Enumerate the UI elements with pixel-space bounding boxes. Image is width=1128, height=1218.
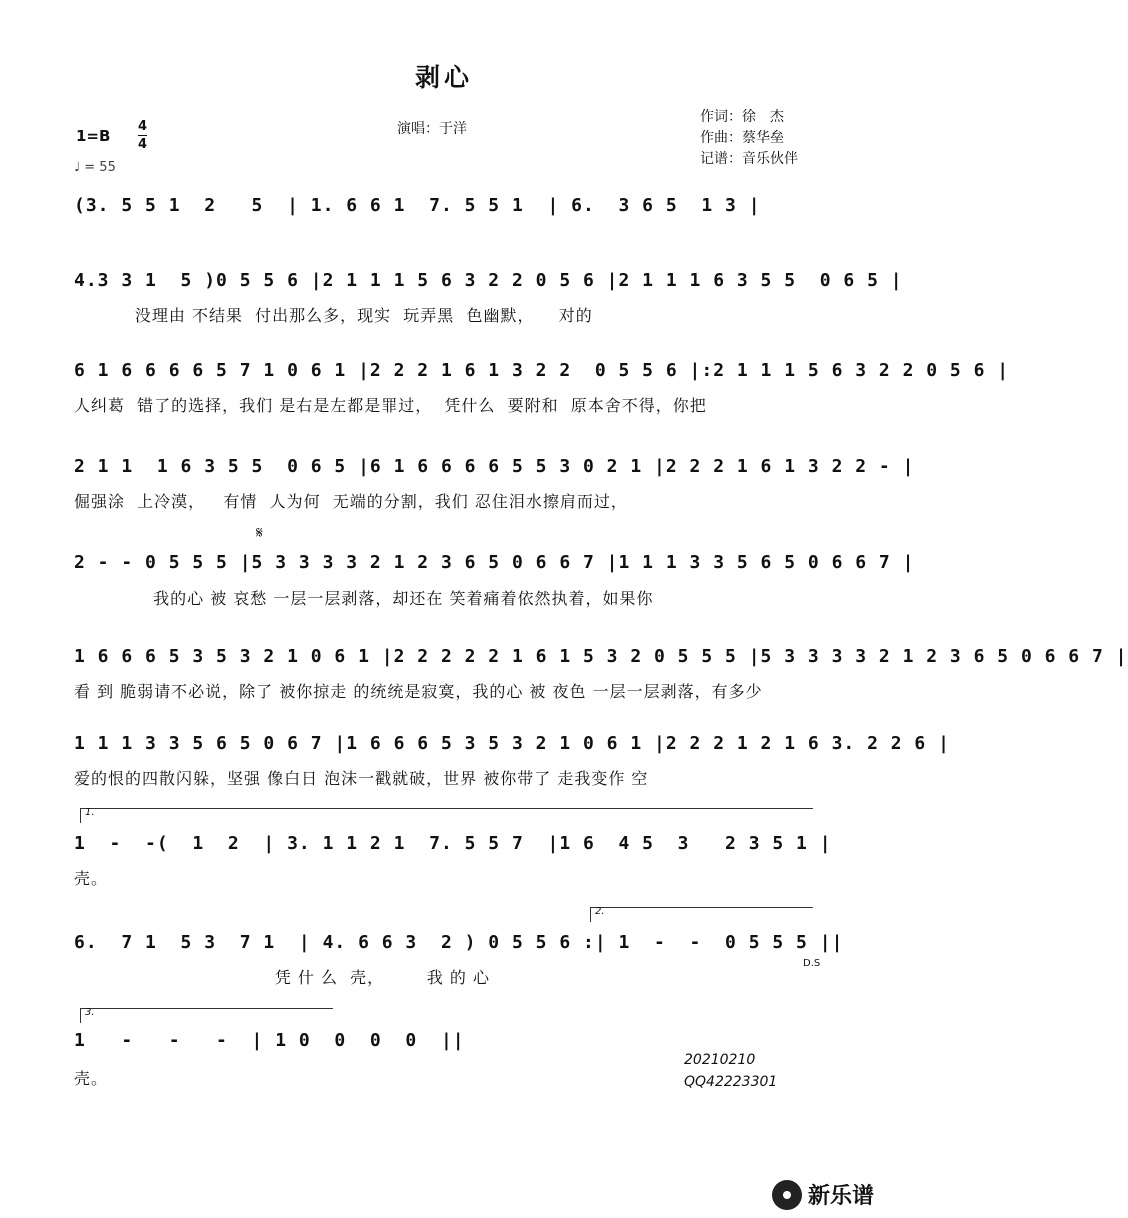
lyrics-row-3: 人纠葛 错了的选择，我们 是右是左都是罪过， 凭什么 要附和 原本舍不得，你把 (74, 396, 707, 415)
lyrics-row-4: 倔强涂 上冷漠， 有情 人为何 无端的分割，我们 忍住泪水擦肩而过， (74, 492, 628, 511)
composer: 作曲：蔡华垒 (700, 130, 784, 146)
notes-row-3: 6 1 6 6 6 6 5 7 1 0 6 1 |2 2 2 1 6 1 3 2 2 0 5 5 6 |:2 1 1 1 5 6 3 2 2 0 5 6 | (74, 360, 1010, 381)
notes-row-10: 1 - - - | 1 0 0 0 0 || (74, 1030, 465, 1051)
brand-name: 新乐谱 (807, 1184, 874, 1209)
date-stamp: 20210210 (684, 1052, 756, 1068)
time-signature (138, 118, 147, 153)
qq-number: QQ42223301 (684, 1074, 778, 1090)
score-row-4 (74, 454, 915, 494)
score-row-1 (74, 193, 822, 233)
lyricist: 作词：徐 杰 (700, 109, 784, 125)
lyrics-row-7: 爱的恨的四散闪躲，坚强 像白日 泡沫一戳就破，世界 被你带了 走我变作 空 (74, 769, 649, 788)
lyrics-row-2: 没理由 不结果 付出那么多，现实 玩弄黑 色幽默， 对的 (74, 306, 593, 325)
notes-row-7: 1 1 1 3 3 5 6 5 0 6 7 |1 6 6 6 5 3 5 3 2 1 0 6 1 |2 2 2 1 2 1 6 3. 2 2 6 | (74, 733, 950, 754)
song-title: 剥心 (414, 63, 473, 92)
lyrics-row-9: 凭 什 么 壳， 我 的 心 (74, 968, 490, 987)
notes-row-8: 1 - -( 1 2 | 3. 1 1 2 1 7. 5 5 7 |1 6 4 5 3 2 3 5 1 | (74, 833, 832, 854)
vinyl-icon (772, 1180, 802, 1210)
score-row-7 (74, 731, 950, 771)
tempo-value: = 55 (84, 160, 116, 175)
lyrics-row-8: 壳。 (74, 869, 109, 888)
score-row-10 (74, 1028, 594, 1068)
score-row-3 (74, 358, 1010, 398)
notes-row-5: 2 - - 0 5 5 5 |5 3 3 3 3 2 1 2 3 6 5 0 6 6 7 |1 1 1 3 3 5 6 5 0 6 6 7 | (74, 552, 915, 573)
volta-1: 1. (80, 808, 813, 823)
volta-3: 3. (80, 1008, 333, 1023)
score-row-9 (74, 930, 844, 970)
quarter-note-icon: ♩ (74, 160, 81, 175)
transcriber: 记谱：音乐伙伴 (700, 151, 798, 167)
brand-logo (772, 1179, 874, 1210)
notes-row-2: 4.3 3 1 5 )0 5 5 6 |2 1 1 1 5 6 3 2 2 0 5 6 |2 1 1 1 6 3 5 5 0 6 5 | (74, 270, 903, 291)
notes-row-6: 1 6 6 6 5 3 5 3 2 1 0 6 1 |2 2 2 2 2 1 6 1 5 3 2 0 5 5 5 |5 3 3 3 3 2 1 2 3 6 5 0 6 6 7 | (74, 646, 1128, 667)
notes-row-9: 6. 7 1 5 3 7 1 | 4. 6 6 3 2 ) 0 5 5 6 :| 1 - - 0 5 5 5 || (74, 932, 844, 953)
time-top: 4 (138, 119, 148, 134)
ds-marking: D.S (803, 958, 821, 969)
time-bottom: 4 (138, 137, 148, 152)
score-row-6 (74, 644, 1128, 684)
lyrics-row-6: 看 到 脆弱请不必说，除了 被你掠走 的统统是寂寞，我的心 被 夜色 一层一层剥落，有多少 (74, 682, 763, 701)
singer: 演唱：于洋 (397, 121, 467, 137)
segno-sign: 𝄋 (256, 523, 263, 542)
notes-row-4: 2 1 1 1 6 3 5 5 0 6 5 |6 1 6 6 6 6 5 5 3 0 2 1 |2 2 2 1 6 1 3 2 2 - | (74, 456, 915, 477)
lyrics-row-10: 壳。 (74, 1069, 109, 1088)
score-row-5 (74, 550, 915, 590)
notes-row-1: (3. 5 5 1 2 5 | 1. 6 6 1 7. 5 5 1 | 6. 3 6 5 1 3 | (74, 195, 761, 216)
score-row-2 (74, 268, 903, 308)
volta-2: 2. (590, 907, 813, 922)
key-signature: 1=B (76, 127, 111, 145)
tempo-marking (74, 160, 116, 175)
lyrics-row-5: 我的心 被 哀愁 一层一层剥落，却还在 笑着痛着依然执着，如果你 (74, 589, 654, 608)
score-row-8 (74, 831, 832, 871)
